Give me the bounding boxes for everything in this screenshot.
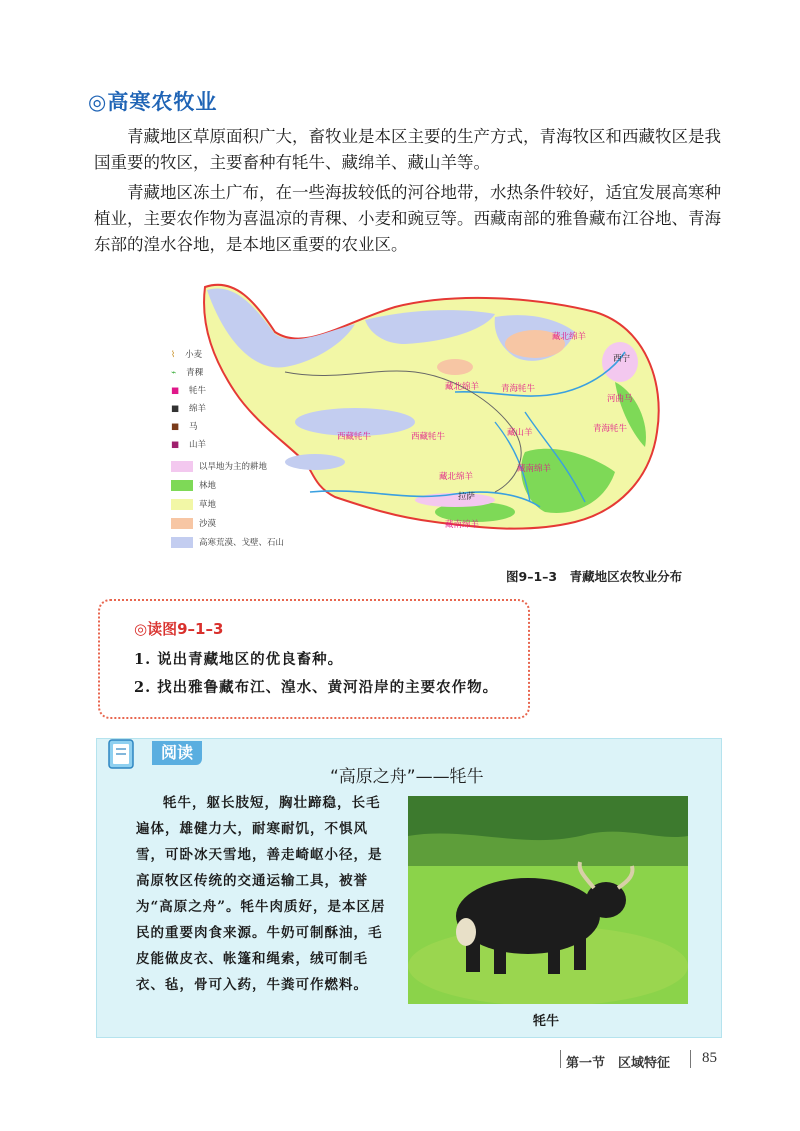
legend-farmland: 以旱地为主的耕地	[171, 460, 267, 472]
legend-goat: ■ 山羊	[171, 440, 207, 450]
footer-section: 第一节 区域特征	[566, 1056, 671, 1071]
map-label-zangbei-mid: 藏北绵羊	[445, 382, 480, 392]
photo-caption: 牦牛	[533, 1014, 560, 1029]
map-label-xining: 西宁	[613, 354, 631, 364]
legend-gobi: 高寒荒漠、戈壁、石山	[171, 536, 284, 548]
footer-divider-left	[560, 1050, 561, 1068]
map-caption: 图9–1–3 青藏地区农牧业分布	[506, 569, 683, 584]
map-label-hequ-horse: 河曲马	[607, 394, 633, 404]
book-icon	[104, 736, 140, 772]
map-label-zangbei-sheep: 藏北绵羊	[439, 472, 474, 482]
task-item-1: 1. 说出青藏地区的优良畜种。	[134, 651, 344, 668]
legend-sheep: ■ 绵羊	[171, 404, 207, 414]
map-label-zangnan-sheep-s: 藏南绵羊	[445, 520, 480, 530]
legend-forest: 林地	[171, 479, 216, 491]
map-legend	[171, 348, 331, 558]
legend-wheat: ⌇ 小麦	[171, 350, 203, 360]
reading-body: 牦牛，躯长肢短，胸壮蹄稳，长毛遍体，雄健力大，耐寒耐饥，不惧风雪，可卧冰天雪地，善走崎岖小径，是高原牧区传统的交通运输工具，被誉为“高原之舟”。牦牛肉质好，是本区居民的重要肉食来源。牛奶可制酥油，毛皮能做皮衣、帐篷和绳索，绒可制毛衣、毡，骨可入药，牛粪可作燃料。	[136, 795, 386, 993]
footer-divider-right	[690, 1050, 691, 1068]
map-label-zangnan-sheep: 藏南绵羊	[517, 464, 552, 474]
map-label-xizang-yak-w: 西藏牦牛	[337, 432, 372, 442]
section-heading: ◎高寒农牧业	[88, 90, 218, 114]
legend-grassland: 草地	[171, 498, 216, 510]
desert-area-2	[437, 359, 473, 375]
map-label-xizang-yak: 西藏牦牛	[411, 432, 446, 442]
farmland-area-2	[415, 493, 495, 507]
legend-horse: ■ 马	[171, 422, 198, 432]
map-label-zangshan-yang: 藏山羊	[507, 428, 533, 438]
page-number: 85	[702, 1050, 717, 1066]
paragraph-2: 青藏地区冻土广布，在一些海拔较低的河谷地带，水热条件较好，适宜发展高寒种植业，主要农作物为喜温凉的青稞、小麦和豌豆等。西藏南部的雅鲁藏布江谷地、青海东部的湟水谷地，是本地区重要的农业区。	[94, 183, 721, 254]
task-title: ◎读图9–1–3	[134, 620, 224, 638]
paragraph-1: 青藏地区草原面积广大，畜牧业是本区主要的生产方式，青海牧区和西藏牧区是我国重要的牧区，主要畜种有牦牛、藏绵羊、藏山羊等。	[94, 127, 721, 172]
legend-barley: ⌁ 青稞	[171, 368, 204, 378]
map-label-lhasa: 拉萨	[458, 492, 476, 502]
agriculture-map	[171, 272, 675, 562]
map-label-qinghai-yak-e: 青海牦牛	[593, 424, 628, 434]
map-label-qinghai-yak: 青海牦牛	[501, 384, 536, 394]
task-item-2: 2. 找出雅鲁藏布江、湟水、黄河沿岸的主要农作物。	[134, 679, 499, 696]
yak-photo	[408, 796, 688, 1004]
legend-yak: ■ 牦牛	[171, 386, 207, 396]
reading-title: “高原之舟”——牦牛	[330, 767, 484, 787]
legend-desert: 沙漠	[171, 517, 216, 529]
reading-label: 阅读	[152, 741, 202, 765]
map-label-zangbei-ne: 藏北绵羊	[552, 332, 587, 342]
